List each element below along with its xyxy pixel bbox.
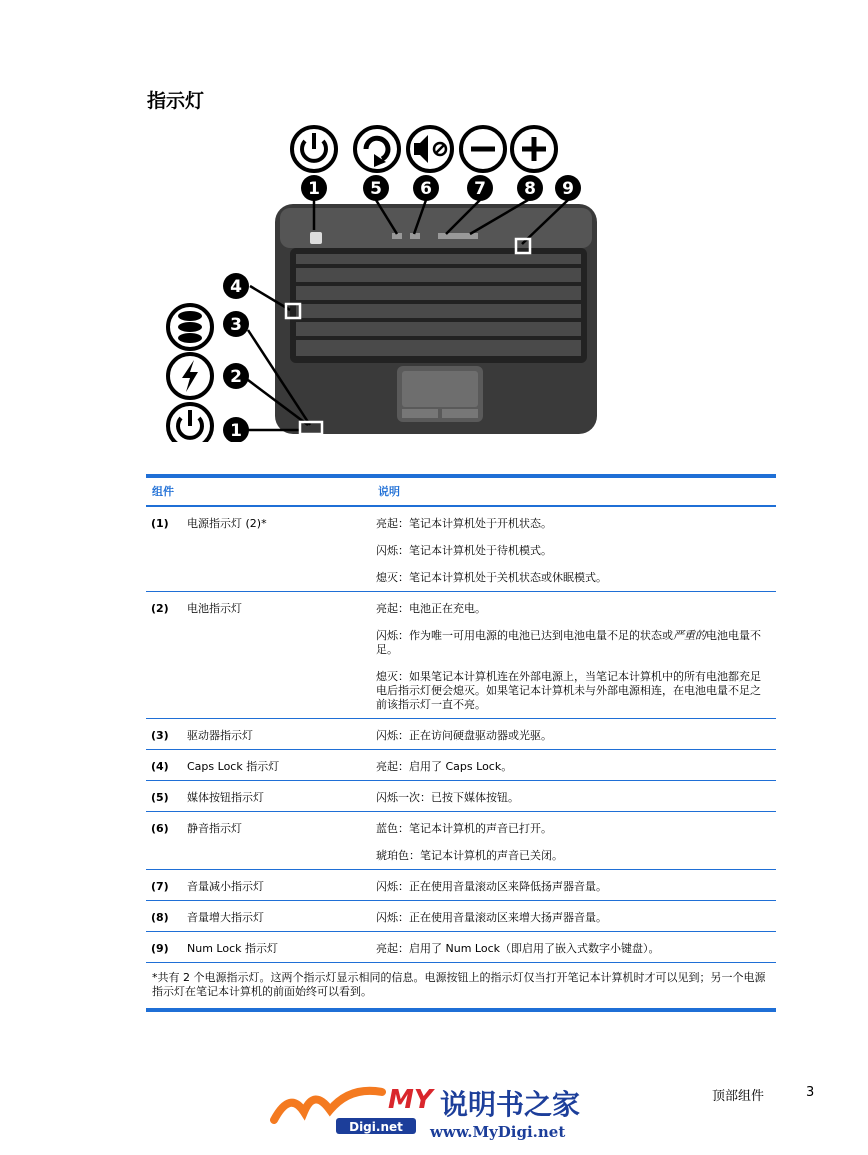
table-row: (9) Num Lock 指示灯 亮起：启用了 Num Lock（即启用了嵌入式数字小键盘）。 — [146, 932, 776, 963]
power-icon — [292, 127, 336, 171]
watermark-cn-text: 说明书之家 — [440, 1088, 581, 1121]
volume-down-icon — [461, 127, 505, 171]
callout-1-top: 1 — [308, 179, 320, 199]
media-refresh-icon — [355, 127, 399, 171]
callout-8: 8 — [524, 179, 536, 199]
watermark-url-text: www.MyDigi.net — [430, 1123, 566, 1141]
table-row: (7) 音量减小指示灯 闪烁：正在使用音量滚动区来降低扬声器音量。 — [146, 870, 776, 901]
page-heading: 指示灯 — [147, 90, 205, 112]
callout-9: 9 — [562, 179, 574, 199]
volume-up-icon — [512, 127, 556, 171]
logo-badge-text: Digi.net — [349, 1120, 403, 1134]
table-header — [146, 478, 776, 507]
table-row: (1) 电源指示灯 (2)* 亮起：笔记本计算机处于开机状态。 闪烁：笔记本计算机处于待机模式。 熄灭：笔记本计算机处于关机状态或休眠模式。 — [146, 507, 776, 592]
callout-3: 3 — [230, 315, 242, 335]
table-row: (8) 音量增大指示灯 闪烁：正在使用音量滚动区来增大扬声器音量。 — [146, 901, 776, 932]
laptop-indicator-diagram — [160, 120, 600, 442]
battery-bolt-icon — [168, 354, 212, 398]
logo-my-text: MY — [388, 1085, 433, 1115]
laptop-illustration — [275, 204, 597, 434]
callout-5: 5 — [370, 179, 382, 199]
table-row: (4) Caps Lock 指示灯 亮起：启用了 Caps Lock。 — [146, 750, 776, 781]
callout-1-front: 1 — [230, 421, 242, 441]
indicator-table — [146, 474, 776, 1012]
mute-icon — [408, 127, 452, 171]
table-footnote: *共有 2 个电源指示灯。这两个指示灯显示相同的信息。电源按钮上的指示灯仅当打开笔记本计算机时才可以见到；另一个电源指示灯在笔记本计算机的前面始终可以看到。 — [146, 963, 776, 1012]
table-row: (2) 电池指示灯 亮起：电池正在充电。 闪烁：作为唯一可用电源的电池已达到电池电量不足的状态或严重的电池电量不足。 熄灭：如果笔记本计算机连在外部电源上，当笔记本计算机中的所有电池都充足电后指示灯便会熄灭。如果笔记本计算机未与外部电源相连，在电池电量不足之前该指示灯一直不亮。 — [146, 592, 776, 719]
page-number: 3 — [806, 1085, 815, 1100]
callout-2: 2 — [230, 367, 242, 387]
callout-7: 7 — [474, 179, 486, 199]
power-front-icon — [168, 404, 212, 442]
header-description: 说明 — [378, 484, 400, 498]
table-row: (3) 驱动器指示灯 闪烁：正在访问硬盘驱动器或光驱。 — [146, 719, 776, 750]
footer-section-label: 顶部组件 — [712, 1089, 765, 1104]
header-component: 组件 — [152, 484, 174, 498]
mydigi-watermark-logo — [270, 1082, 600, 1142]
table-row: (5) 媒体按钮指示灯 闪烁一次：已按下媒体按钮。 — [146, 781, 776, 812]
callout-6: 6 — [420, 179, 432, 199]
drive-icon — [168, 305, 212, 349]
callout-4: 4 — [230, 277, 242, 297]
table-row: (6) 静音指示灯 蓝色：笔记本计算机的声音已打开。 琥珀色：笔记本计算机的声音已关闭。 — [146, 812, 776, 870]
